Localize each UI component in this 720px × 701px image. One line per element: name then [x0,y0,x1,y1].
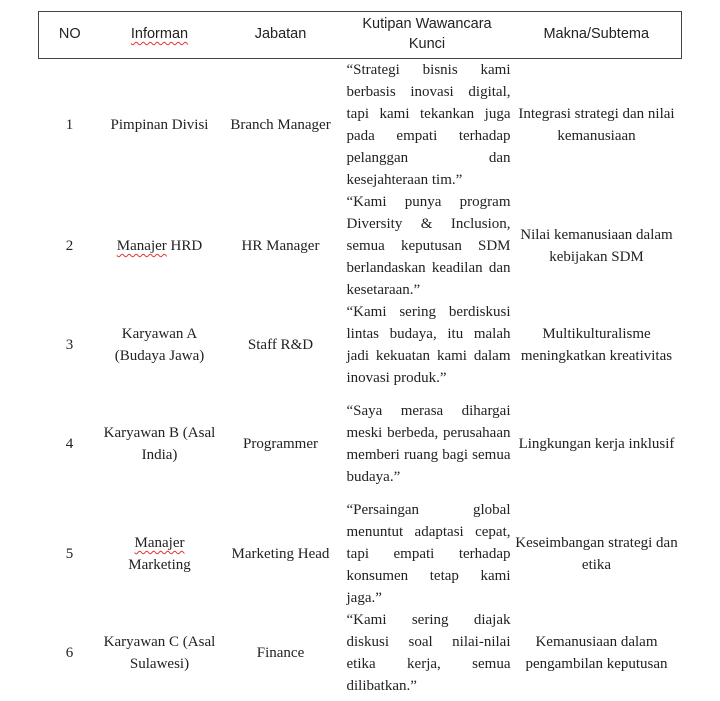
cell-jabatan: HR Manager [241,238,320,254]
table-row [39,499,682,609]
cell-no: 4 [65,436,74,452]
cell-makna: Nilai kemanusiaan dalam kebijakan SDM [520,227,673,265]
cell-makna: Keseimbangan strategi dan etika [515,535,678,573]
table-row [39,59,682,192]
cell-makna: Multikulturalisme meningkatkan kreativitas [520,326,673,364]
cell-no: 6 [65,645,74,661]
cell-informan [101,389,219,499]
header-no: NO [39,12,101,59]
cell-makna: Integrasi strategi dan nilai kemanusiaan [518,106,675,144]
header-informan [101,12,219,59]
cell-informan-text: Karyawan A (Budaya Jawa) [114,326,205,364]
header-makna: Makna/Subtema [512,12,682,59]
cell-kutipan: “Kami punya program Diversity & Inclusion, semua keputusan SDM berlandaskan keadilan dan kesetaraan.” [346,194,511,298]
cell-informan [101,499,219,609]
cell-informan-text: Karyawan B (Asal India) [103,425,216,463]
cell-no: 3 [65,337,74,353]
header-jabatan: Jabatan [219,12,343,59]
cell-informan [101,609,219,697]
table-body [39,59,682,698]
cell-informan-text: Pimpinan Divisi [110,117,209,133]
cell-no: 2 [65,238,74,254]
header-kutipan: Kutipan Wawancara Kunci [343,12,512,59]
cell-makna: Lingkungan kerja inklusif [518,436,675,452]
table-row [39,301,682,389]
cell-informan-text: Marketing [128,557,191,573]
header-informan-label: Informan [130,26,189,43]
table-row [39,609,682,697]
cell-jabatan: Programmer [243,436,318,452]
cell-makna: Kemanusiaan dalam pengambilan keputusan [525,634,668,672]
cell-no: 1 [65,117,74,133]
cell-informan [101,191,219,301]
cell-informan [101,301,219,389]
cell-jabatan: Branch Manager [230,117,331,133]
cell-kutipan: “Kami sering berdiskusi lintas budaya, itu malah jadi kekuatan kami dalam inovasi produk.” [346,304,511,386]
table-header-row [39,12,682,59]
table-row [39,191,682,301]
cell-kutipan: “Strategi bisnis kami berbasis inovasi digital, tapi kami tekankan juga pada empati terhadap pelanggan dan kesejahteraan tim.” [346,62,511,188]
cell-informan-underlined: Manajer [116,238,167,254]
cell-informan-text: Karyawan C (Asal Sulawesi) [103,634,216,672]
cell-informan-text: HRD [166,238,203,254]
cell-jabatan: Staff R&D [247,337,314,353]
cell-jabatan: Marketing Head [231,546,330,562]
interview-table [38,11,682,697]
cell-informan [101,59,219,192]
table-row [39,389,682,499]
cell-jabatan: Finance [256,645,305,661]
cell-no: 5 [65,546,74,562]
cell-kutipan: “Kami sering diajak diskusi soal nilai-nilai etika kerja, semua dilibatkan.” [346,612,511,694]
cell-informan-underlined: Manajer [134,535,185,551]
cell-kutipan: “Saya merasa dihargai meski berbeda, perusahaan memberi ruang bagi semua budaya.” [346,403,511,485]
cell-kutipan: “Persaingan global menuntut adaptasi cepat, tapi empati terhadap konsumen tetap kami jaga.” [346,502,511,606]
